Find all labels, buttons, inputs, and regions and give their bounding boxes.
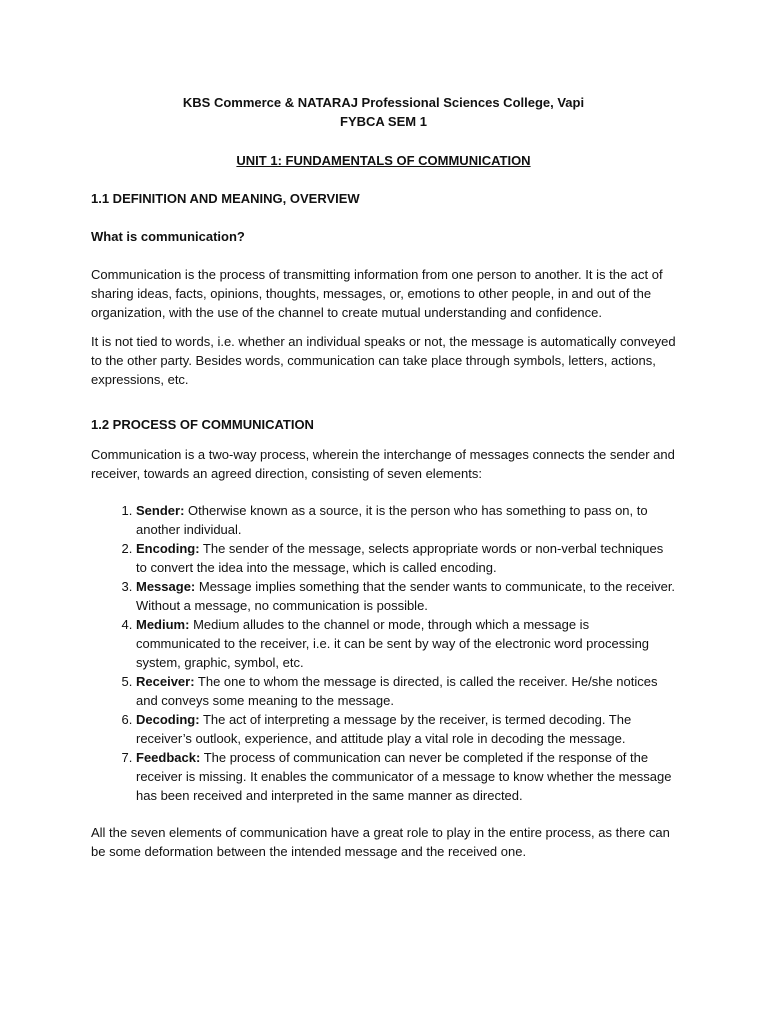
element-term: Decoding: — [136, 712, 200, 727]
unit-title: UNIT 1: FUNDAMENTALS OF COMMUNICATION — [236, 153, 531, 168]
element-text: The act of interpreting a message by the receiver, is termed decoding. The receiver’s outlook, experience, and attitude play a vital role in decoding the message. — [136, 712, 632, 746]
element-text: The sender of the message, selects appropriate words or non-verbal techniques to convert the idea into the message, which is called encoding. — [136, 541, 664, 575]
element-text: Otherwise known as a source, it is the person who has something to pass on, to another individual. — [136, 503, 648, 537]
question-heading: What is communication? — [91, 229, 245, 244]
element-text: The one to whom the message is directed, is called the receiver. He/she notices and conveys some meaning to the message. — [136, 674, 658, 708]
list-item — [136, 615, 676, 672]
list-item — [136, 501, 676, 539]
element-term: Receiver: — [136, 674, 195, 689]
list-item — [136, 748, 676, 805]
element-text: The process of communication can never be completed if the response of the receiver is missing. It enables the communicator of a message to know whether the message has been received and interpreted in the same manner as directed. — [136, 750, 672, 803]
element-text: Message implies something that the sender wants to communicate, to the receiver. Without a message, no communication is possible. — [136, 579, 676, 613]
course-name: FYBCA SEM 1 — [340, 114, 427, 129]
college-name: KBS Commerce & NATARAJ Professional Sciences College, Vapi — [182, 95, 585, 110]
list-item — [136, 577, 676, 615]
list-item — [136, 539, 676, 577]
element-term: Message: — [136, 579, 196, 594]
paragraph-definition: Communication is the process of transmitting information from one person to another. It is the act of sharing ideas, facts, opinions, thoughts, messages, or, emotions to other people, in and out of the organization, with the use of the channel to create mutual understanding and confidence. — [91, 267, 663, 320]
section-heading-definition: 1.1 DEFINITION AND MEANING, OVERVIEW — [91, 191, 360, 206]
list-item — [136, 710, 676, 748]
paragraph-conclusion: All the seven elements of communication have a great role to play in the entire process, as there can be some deformation between the intended message and the received one. — [91, 825, 670, 859]
element-text: Medium alludes to the channel or mode, through which a message is communicated to the receiver, i.e. it can be sent by way of the electronic word processing system, graphic, symbol, etc. — [136, 617, 650, 670]
element-term: Medium: — [136, 617, 190, 632]
element-term: Encoding: — [136, 541, 200, 556]
list-item — [136, 672, 676, 710]
elements-list — [91, 501, 676, 805]
element-term: Feedback: — [136, 750, 201, 765]
section-heading-process: 1.2 PROCESS OF COMMUNICATION — [91, 417, 314, 432]
element-term: Sender: — [136, 503, 185, 518]
paragraph-not-tied-to-words: It is not tied to words, i.e. whether an individual speaks or not, the message is automatically conveyed to the other party. Besides words, communication can take place through symbols, letters, actions, expressions, etc. — [91, 334, 676, 387]
paragraph-process-intro: Communication is a two-way process, wherein the interchange of messages connects the sender and receiver, towards an agreed direction, consisting of seven elements: — [91, 447, 675, 481]
